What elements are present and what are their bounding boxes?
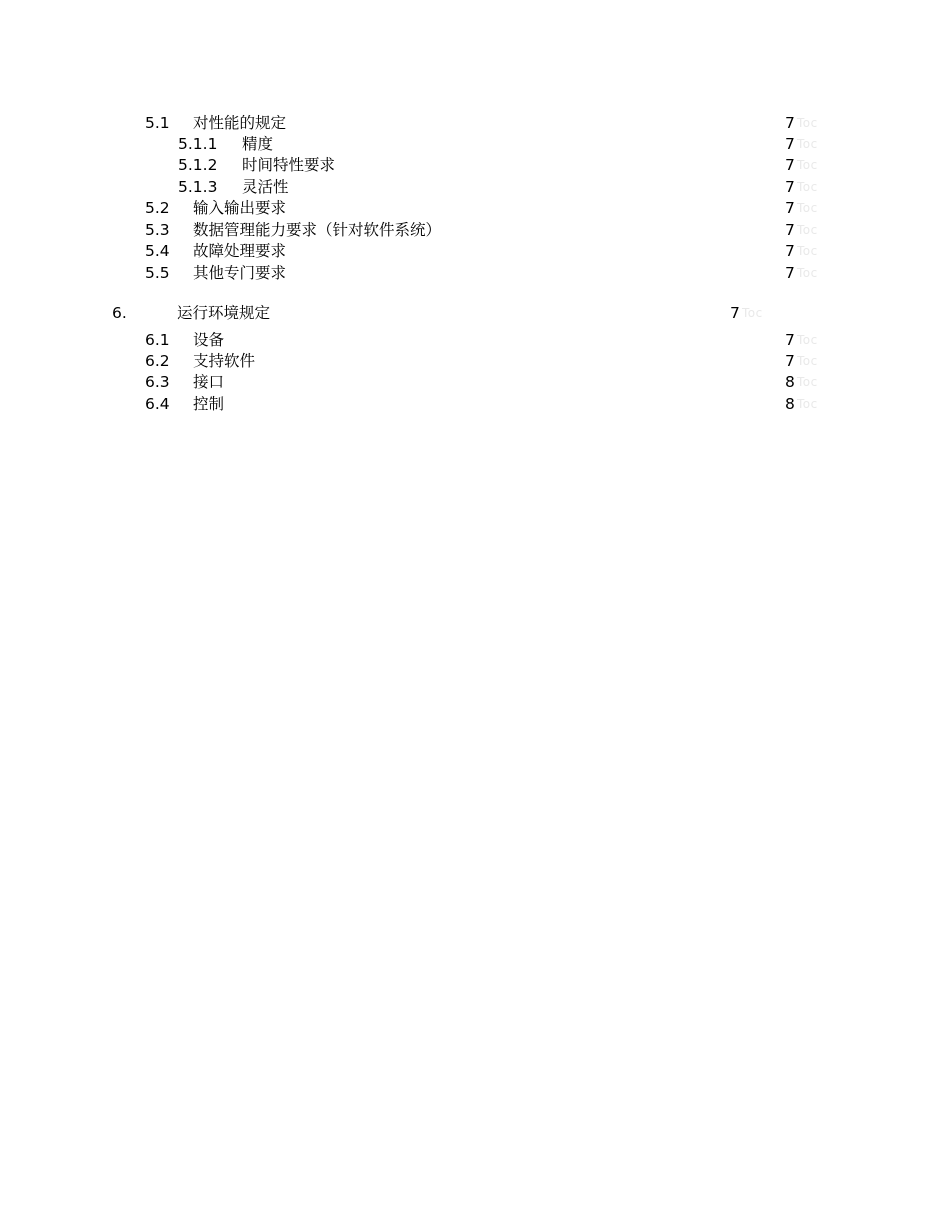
toc-entry-page: 7: [785, 264, 795, 282]
toc-entry-title: 故障处理要求: [193, 242, 287, 260]
toc-entry-title: 输入输出要求: [193, 199, 287, 217]
toc-entry-title: 接口: [193, 373, 225, 391]
toc-entry-title: 运行环境规定: [177, 304, 271, 322]
toc-entry[interactable]: [0, 394, 950, 414]
toc-entry-page: 7: [785, 242, 795, 260]
toc-entry-page: 7: [785, 221, 795, 239]
toc-entry[interactable]: [0, 134, 950, 154]
toc-entry-number: 6.2: [145, 352, 170, 370]
toc-entry-page: 8: [785, 373, 795, 391]
toc-entry[interactable]: [0, 330, 950, 350]
toc-field-ghost: Toc: [797, 333, 818, 347]
toc-entry[interactable]: [0, 351, 950, 371]
toc-entry-page: 7: [730, 304, 740, 322]
toc-field-ghost: Toc: [797, 266, 818, 280]
toc-entry-page: 7: [785, 135, 795, 153]
toc-entry-page: 7: [785, 178, 795, 196]
toc-entry-page: 8: [785, 395, 795, 413]
toc-entry-number: 5.1.3: [178, 178, 218, 196]
toc-entry-title: 控制: [193, 395, 225, 413]
toc-entry-title: 设备: [193, 331, 225, 349]
toc-entry-page: 7: [785, 352, 795, 370]
toc-entry[interactable]: [0, 113, 950, 133]
toc-entry[interactable]: [0, 241, 950, 261]
toc-field-ghost: Toc: [797, 223, 818, 237]
toc-entry-number: 5.3: [145, 221, 170, 239]
toc-entry[interactable]: [0, 198, 950, 218]
toc-entry-number: 5.1.2: [178, 156, 218, 174]
toc-field-ghost: Toc: [797, 180, 818, 194]
toc-field-ghost: Toc: [797, 201, 818, 215]
toc-field-ghost: Toc: [797, 397, 818, 411]
toc-field-ghost: Toc: [797, 137, 818, 151]
toc-entry-number: 5.5: [145, 264, 170, 282]
toc-entry-title: 对性能的规定: [193, 114, 287, 132]
toc-field-ghost: Toc: [797, 244, 818, 258]
toc-entry-number: 6.: [112, 304, 127, 322]
toc-entry-title: 支持软件: [193, 352, 256, 370]
toc-field-ghost: Toc: [797, 116, 818, 130]
toc-entry[interactable]: [0, 155, 950, 175]
toc-entry[interactable]: [0, 263, 950, 283]
toc-entry-number: 5.4: [145, 242, 170, 260]
toc-entry-title: 灵活性: [242, 178, 289, 196]
toc-entry-number: 5.1: [145, 114, 170, 132]
toc-entry-page: 7: [785, 331, 795, 349]
toc-field-ghost: Toc: [797, 354, 818, 368]
toc-entry[interactable]: [0, 303, 950, 323]
toc-entry[interactable]: [0, 177, 950, 197]
toc-field-ghost: Toc: [797, 375, 818, 389]
toc-entry-number: 5.2: [145, 199, 170, 217]
toc-entry-page: 7: [785, 156, 795, 174]
toc-entry-number: 6.1: [145, 331, 170, 349]
toc-field-ghost: Toc: [797, 158, 818, 172]
toc-entry-page: 7: [785, 114, 795, 132]
toc-entry-number: 6.4: [145, 395, 170, 413]
toc-entry-page: 7: [785, 199, 795, 217]
toc-entry-number: 5.1.1: [178, 135, 218, 153]
toc-entry-title: 精度: [242, 135, 274, 153]
toc-entry-number: 6.3: [145, 373, 170, 391]
toc-entry-title: 其他专门要求: [193, 264, 287, 282]
toc-field-ghost: Toc: [742, 306, 763, 320]
toc-entry-title: 时间特性要求: [242, 156, 336, 174]
toc-entry[interactable]: [0, 372, 950, 392]
toc-entry[interactable]: [0, 220, 950, 240]
toc-entry-title: 数据管理能力要求（针对软件系统）: [193, 221, 442, 239]
